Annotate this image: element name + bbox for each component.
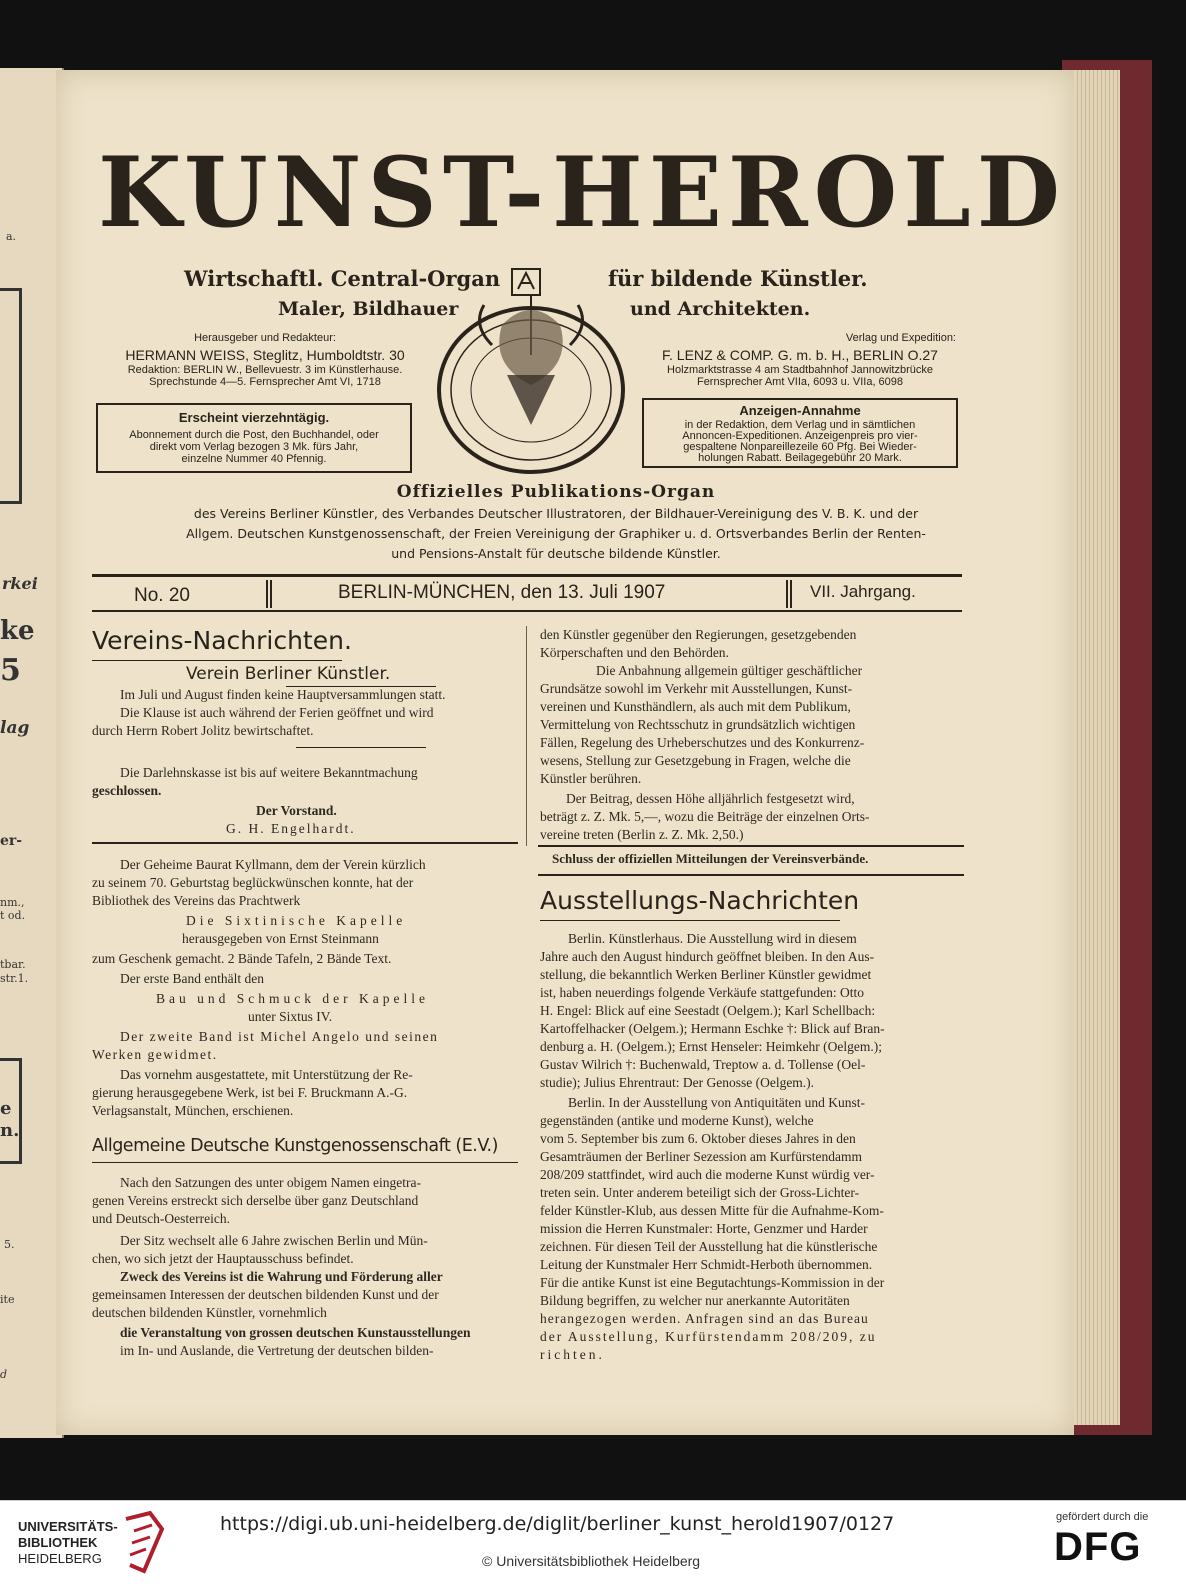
library-logo-icon bbox=[120, 1509, 168, 1575]
text-line: beträgt z. Z. Mk. 5,—, wozu die Beiträge der einzelnen Orts- bbox=[540, 809, 870, 824]
issue-dateline: BERLIN-MÜNCHEN, den 13. Juli 1907 bbox=[338, 582, 666, 603]
library-line: UNIVERSITÄTS- bbox=[18, 1519, 118, 1534]
heading-underline bbox=[92, 1162, 518, 1163]
issue-bar-divider bbox=[790, 580, 792, 608]
signature: Der Vorstand. bbox=[256, 803, 337, 818]
permalink-url[interactable]: https://digi.ub.uni-heidelberg.de/diglit/berliner_kunst_herold1907/0127 bbox=[220, 1513, 895, 1535]
subscription-line: einzelne Nummer 40 Pfennig. bbox=[181, 453, 327, 465]
editor-address: Redaktion: BERLIN W., Bellevuestr. 3 im Künstlerhause. bbox=[127, 364, 403, 376]
text-line: unter Sixtus IV. bbox=[248, 1009, 333, 1024]
text-line: Im Juli und August finden keine Hauptversammlungen statt. bbox=[120, 687, 446, 702]
issue-bar-divider bbox=[266, 580, 268, 608]
issue-bar-divider bbox=[270, 580, 272, 608]
advertising-line: holungen Rabatt. Beilagegebühr 20 Mark. bbox=[698, 452, 902, 464]
left-fragment: ite bbox=[0, 1293, 15, 1306]
text-line: wesens, Stellung zur Gesetzgebung in Fragen, welche die bbox=[540, 753, 851, 768]
subscription-line: Abonnement durch die Post, den Buchhandel, oder bbox=[129, 429, 379, 441]
text-line: zu seinem 70. Geburtstag beglückwünschen konnte, hat der bbox=[92, 875, 414, 890]
left-fragment: er- bbox=[0, 833, 23, 849]
text-line: Verlagsanstalt, München, erschienen. bbox=[92, 1103, 294, 1118]
text-line: vereine treten (Berlin z. Z. Mk. 2,50.) bbox=[540, 827, 744, 842]
text-line: Körperschaften und den Behörden. bbox=[540, 645, 729, 660]
title-right: HEROLD bbox=[552, 136, 1067, 249]
advertising-title: Anzeigen-Annahme bbox=[739, 403, 861, 418]
text-line: Der zweite Band ist Michel Angelo und seinen bbox=[120, 1029, 439, 1044]
text-line: die Veranstaltung von grossen deutschen Kunstausstellungen bbox=[120, 1325, 471, 1340]
text-line: und Deutsch-Oesterreich. bbox=[92, 1211, 230, 1226]
text-line: Die Klause ist auch während der Ferien geöffnet und wird bbox=[120, 705, 434, 720]
text-line: Künstler berühren. bbox=[540, 771, 642, 786]
text-line: der Ausstellung, Kurfürstendamm 208/209, zu bbox=[540, 1329, 877, 1344]
text-line: Bau und Schmuck der Kapelle bbox=[156, 991, 429, 1006]
column-divider bbox=[526, 626, 527, 846]
text-line: zum Geschenk gemacht. 2 Bände Tafeln, 2 Bände Text. bbox=[92, 951, 392, 966]
subtitle-left-1: Wirtschaftl. Central-Organ bbox=[184, 266, 501, 291]
issue-number: No. 20 bbox=[134, 585, 190, 606]
text-line: Die Sixtinische Kapelle bbox=[186, 913, 407, 928]
left-fragment: rkei bbox=[2, 574, 38, 593]
funded-by-label: gefördert durch die bbox=[1056, 1511, 1149, 1523]
left-fragment: lag bbox=[0, 718, 30, 738]
subtitle-right-1: für bildende Künstler. bbox=[608, 266, 868, 291]
text-line: den Künstler gegenüber den Regierungen, gesetzgebenden bbox=[540, 627, 857, 642]
text-line: Grundsätze sowohl im Verkehr mit Ausstellungen, Kunst- bbox=[540, 681, 853, 696]
left-fragment: t od. bbox=[0, 909, 26, 922]
text-line: studie); Julius Ehrentraut: Der Genosse (Oelgem.). bbox=[540, 1075, 815, 1090]
text-line: zeichnen. Für diesen Teil der Ausstellung hat die künstlerische bbox=[540, 1239, 878, 1254]
text-line: Der Sitz wechselt alle 6 Jahre zwischen Berlin und Mün- bbox=[120, 1233, 428, 1248]
text-line: Gesamträumen der Berliner Sezession am Kurfürstendamm bbox=[540, 1149, 863, 1164]
text-line: Berlin. Künstlerhaus. Die Ausstellung wird in diesem bbox=[568, 931, 857, 946]
heading-underline bbox=[540, 920, 840, 921]
library-line: BIBLIOTHEK bbox=[18, 1535, 98, 1550]
advertising-line: in der Redaktion, dem Verlag und in sämtlichen bbox=[684, 419, 916, 431]
text-line: Bibliothek des Vereins das Prachtwerk bbox=[92, 893, 301, 908]
text-line: denburg a. H. (Oelgem.); Ernst Henseler: Heimkehr (Oelgem.); bbox=[540, 1039, 883, 1054]
text-line: Kartoffelhacker (Oelgem.); Hermann Eschke †: Blick auf Bran- bbox=[540, 1021, 885, 1036]
text-line: Das vornehm ausgestattete, mit Unterstützung der Re- bbox=[120, 1067, 413, 1082]
subscription-title: Erscheint vierzehntägig. bbox=[178, 410, 330, 425]
official-line: des Vereins Berliner Künstler, des Verbandes Deutscher Illustratoren, der Bildhauer-Vereinigung des V. B. K. und der bbox=[193, 506, 919, 521]
text-line: herausgegeben von Ernst Steinmann bbox=[182, 931, 379, 946]
subscription-line: direkt vom Verlag bezogen 3 Mk. fürs Jahr, bbox=[149, 441, 359, 453]
section-rule bbox=[538, 874, 964, 876]
divider-line bbox=[296, 747, 426, 748]
subtitle-right-2: und Architekten. bbox=[630, 298, 811, 320]
text-line: im In- und Auslande, die Vertretung der deutschen bilden- bbox=[120, 1343, 434, 1358]
closing-note: Schluss der offiziellen Mitteilungen der Vereinsverbände. bbox=[552, 851, 869, 866]
text-line: gegenständen (antike und moderne Kunst), welche bbox=[540, 1113, 814, 1128]
library-name bbox=[18, 1519, 118, 1567]
text-line: felder Künstler-Klub, aus dessen Mitte für die Aufnahme-Kom- bbox=[540, 1203, 884, 1218]
publisher-name: F. LENZ & COMP. G. m. b. H., BERLIN O.27 bbox=[662, 347, 938, 363]
advertising-line: Annoncen-Expeditionen. Anzeigenpreis pro vier- bbox=[682, 430, 918, 442]
text-line: mission die Herren Kunstmaler: Horte, Genzmer und Harder bbox=[540, 1221, 868, 1236]
text-line: treten sein. Unter anderem beteiligt sich der Gross-Lichter- bbox=[540, 1185, 860, 1200]
left-fragment: ke bbox=[0, 616, 35, 646]
title-left: KUNST- bbox=[98, 136, 551, 249]
vereins-subheading: Verein Berliner Künstler. bbox=[186, 664, 391, 684]
publisher-label: Verlag und Expedition: bbox=[845, 332, 956, 344]
text-line: gemeinsamen Interessen der deutschen bildenden Kunst und der bbox=[92, 1287, 439, 1302]
left-fragment: e bbox=[0, 1098, 12, 1119]
subtitle-left-2: Maler, Bildhauer bbox=[278, 298, 459, 320]
text-line: Gustav Wilrich †: Buchenwald, Treptow a. d. Tollense (Oel- bbox=[540, 1057, 866, 1072]
text-line: Zweck des Vereins ist die Wahrung und Förderung aller bbox=[120, 1269, 443, 1284]
text-line: gierung herausgegebene Werk, ist bei F. Bruckmann A.-G. bbox=[92, 1085, 408, 1100]
library-footer bbox=[0, 1500, 1186, 1586]
text-line: Der Geheime Baurat Kyllmann, dem der Verein kürzlich bbox=[120, 857, 426, 872]
publisher-address: Holzmarktstrasse 4 am Stadtbahnhof Jannowitzbrücke bbox=[667, 364, 933, 376]
copyright-text: © Universitätsbibliothek Heidelberg bbox=[482, 1553, 701, 1569]
issue-bar-top-rule bbox=[92, 574, 962, 577]
text-line: genen Vereins erstreckt sich derselbe über ganz Deutschland bbox=[92, 1193, 419, 1208]
signature: G. H. Engelhardt. bbox=[226, 821, 356, 836]
left-fragment: n. bbox=[0, 1120, 20, 1141]
left-fragment-box bbox=[0, 288, 22, 504]
text-line: Bildung begriffen, zu welcher nur anerkannte Autoritäten bbox=[540, 1293, 850, 1308]
issue-bar-divider bbox=[786, 580, 788, 608]
left-fragment: a. bbox=[6, 230, 17, 243]
ausstellungs-heading: Ausstellungs-Nachrichten bbox=[540, 886, 860, 915]
section-rule bbox=[538, 845, 964, 847]
akg-heading: Allgemeine Deutsche Kunstgenossenschaft (E.V.) bbox=[92, 1136, 498, 1156]
left-fragment: 5 bbox=[0, 653, 21, 688]
text-line: Der erste Band enthält den bbox=[120, 971, 264, 986]
editor-hours: Sprechstunde 4—5. Fernsprecher Amt VI, 1718 bbox=[149, 376, 381, 388]
text-line: Berlin. In der Ausstellung von Antiquitäten und Kunst- bbox=[568, 1095, 865, 1110]
issue-bar-bottom-rule bbox=[92, 610, 962, 612]
text-line: deutschen bildenden Künstler, vornehmlich bbox=[92, 1305, 327, 1320]
official-line: und Pensions-Anstalt für deutsche bildende Künstler. bbox=[391, 546, 721, 561]
left-fragment: str.1. bbox=[0, 972, 29, 985]
heading-underline bbox=[92, 660, 342, 661]
text-line: stellung, die bekanntlich Werken Berliner Künstler gewidmet bbox=[540, 967, 872, 982]
section-rule bbox=[92, 842, 518, 844]
text-line: chen, wo sich jetzt der Hauptausschuss befindet. bbox=[92, 1251, 354, 1266]
advertising-line: gespaltene Nonpareillezeile 60 Pfg. Bei Wieder- bbox=[683, 441, 917, 453]
left-fragment: tbar. bbox=[0, 958, 26, 971]
text-line: ist, haben neuerdings folgende Verkäufe stattgefunden: Otto bbox=[540, 985, 865, 1000]
vereins-heading: Vereins-Nachrichten. bbox=[92, 626, 352, 655]
editor-name: HERMANN WEISS, Steglitz, Humboldtstr. 30 bbox=[125, 347, 405, 363]
left-fragment: nm., bbox=[0, 896, 25, 909]
text-line: Jahre auch den August hindurch geöffnet bleiben. In den Aus- bbox=[540, 949, 875, 964]
text-line: H. Engel: Blick auf eine Seestadt (Oelgem.); Karl Schellbach: bbox=[540, 1003, 876, 1018]
library-line: HEIDELBERG bbox=[18, 1551, 102, 1566]
dfg-logo: DFG bbox=[1054, 1525, 1142, 1569]
text-line: Vermittelung von Rechtsschutz in grundsätzlich wichtigen bbox=[540, 717, 856, 732]
text-line: durch Herrn Robert Jolitz bewirtschaftet. bbox=[92, 723, 314, 738]
subscription-box bbox=[96, 403, 412, 473]
text-line: Die Anbahnung allgemein gültiger geschäftlicher bbox=[596, 663, 863, 678]
emblem-seal-icon bbox=[432, 265, 630, 475]
text-line: vereinen und Kunsthändlern, als auch mit dem Publikum, bbox=[540, 699, 851, 714]
issue-volume: VII. Jahrgang. bbox=[810, 582, 916, 601]
editor-label: Herausgeber und Redakteur: bbox=[194, 332, 336, 344]
advertising-box bbox=[642, 398, 958, 468]
left-fragment: d bbox=[0, 1368, 8, 1381]
official-line: Allgem. Deutschen Kunstgenossenschaft, der Freien Vereinigung der Graphiker u. d. Ortsverbandes Berlin der Renten- bbox=[186, 526, 926, 541]
text-line: herangezogen werden. Anfragen sind an das Bureau bbox=[540, 1311, 869, 1326]
text-line: Nach den Satzungen des unter obigem Namen eingetra- bbox=[120, 1175, 422, 1190]
left-fragment: 5. bbox=[4, 1238, 15, 1251]
text-line: Leitung der Kunstmaler Herr Schmidt-Herboth übernommen. bbox=[540, 1257, 873, 1272]
official-title: Offizielles Publikations-Organ bbox=[396, 482, 716, 502]
text-line: Werken gewidmet. bbox=[92, 1047, 218, 1062]
text-line: geschlossen. bbox=[92, 783, 162, 798]
text-line: 208/209 stattfindet, wird auch die moderne Kunst würdig ver- bbox=[540, 1167, 875, 1182]
text-line: Fällen, Regelung des Urheberschutzes und des Konkurrenz- bbox=[540, 735, 865, 750]
text-line: richten. bbox=[540, 1347, 605, 1362]
text-line: Für die antike Kunst ist eine Begutachtungs-Kommission in der bbox=[540, 1275, 885, 1290]
text-line: Der Beitrag, dessen Höhe alljährlich festgesetzt wird, bbox=[566, 791, 855, 806]
text-line: vom 5. September bis zum 6. Oktober dieses Jahres in den bbox=[540, 1131, 856, 1146]
text-line: Die Darlehnskasse ist bis auf weitere Bekanntmachung bbox=[120, 765, 418, 780]
left-facing-page bbox=[0, 68, 64, 1438]
publisher-phone: Fernsprecher Amt VIIa, 6093 u. VIIa, 6098 bbox=[696, 376, 904, 388]
